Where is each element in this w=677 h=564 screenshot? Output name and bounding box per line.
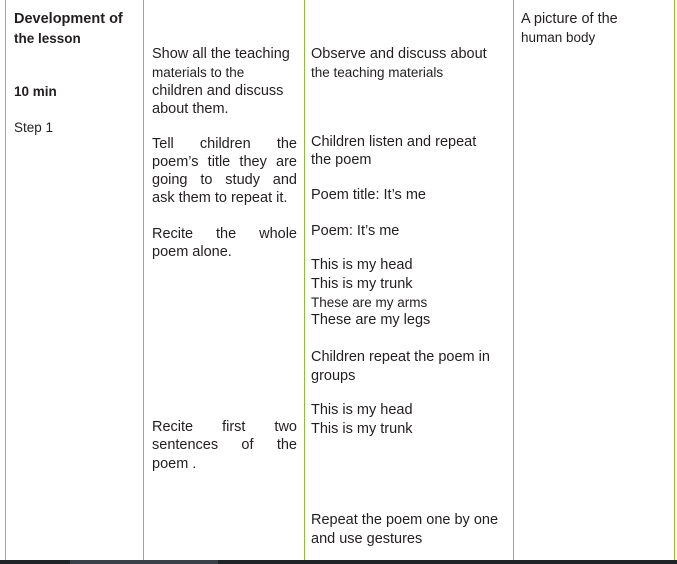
learner-activity-line: the teaching materials [311, 65, 444, 80]
step-label: Step 1 [14, 120, 54, 135]
taskbar-segment [70, 560, 218, 564]
lesson-table [5, 0, 675, 560]
teacher-activity-line: Tell children the [152, 136, 297, 152]
teacher-activity-line: poem alone. [152, 244, 232, 260]
teacher-activity-line: sentences of the [152, 437, 297, 453]
learner-activity-line: Children listen and repeat [311, 134, 477, 150]
teacher-activity-line: children and discuss [152, 83, 284, 99]
teacher-activities-column [144, 0, 304, 560]
poem-line: This is my trunk [311, 421, 413, 437]
poem-line: This is my head [311, 257, 413, 273]
learner-activity-line: and use gestures [311, 531, 423, 547]
teacher-activity-line: going to study and [152, 172, 297, 188]
stage-heading-line2: the lesson [14, 31, 81, 46]
teacher-activity-line: materials to the [152, 65, 245, 80]
learner-activity-line: groups [311, 368, 356, 384]
poem-line: These are my legs [311, 312, 431, 328]
duration-label: 10 min [14, 84, 57, 99]
poem-title: Poem title: It’s me [311, 187, 426, 203]
learner-activity-line: the poem [311, 152, 372, 168]
learner-activity-line: Repeat the poem one by one [311, 512, 499, 528]
learner-activity-line: Children repeat the poem in [311, 349, 490, 365]
teacher-activity-line: ask them to repeat it. [152, 190, 288, 206]
teacher-activity-line: poem . [152, 456, 197, 472]
poem-label: Poem: It’s me [311, 223, 400, 239]
poem-line: This is my trunk [311, 276, 413, 292]
teacher-activity-line: Recite the whole [152, 226, 297, 242]
teacher-activity-line: about them. [152, 101, 229, 117]
teacher-activity-line: poem’s title they are [152, 154, 297, 170]
teacher-activity-line: Show all the teaching [152, 46, 290, 62]
teacher-activity-line: Recite first two [152, 419, 297, 435]
stage-column [6, 0, 143, 560]
resources-column [514, 0, 674, 560]
learner-activity-line: Observe and discuss about [311, 46, 487, 62]
stage-heading-line1: Development of [14, 11, 123, 27]
resource-line: human body [521, 30, 596, 45]
taskbar [0, 560, 677, 564]
learner-activities-column [305, 0, 513, 560]
poem-line: This is my head [311, 402, 413, 418]
poem-line: These are my arms [311, 295, 428, 310]
resource-line: A picture of the [521, 11, 618, 27]
